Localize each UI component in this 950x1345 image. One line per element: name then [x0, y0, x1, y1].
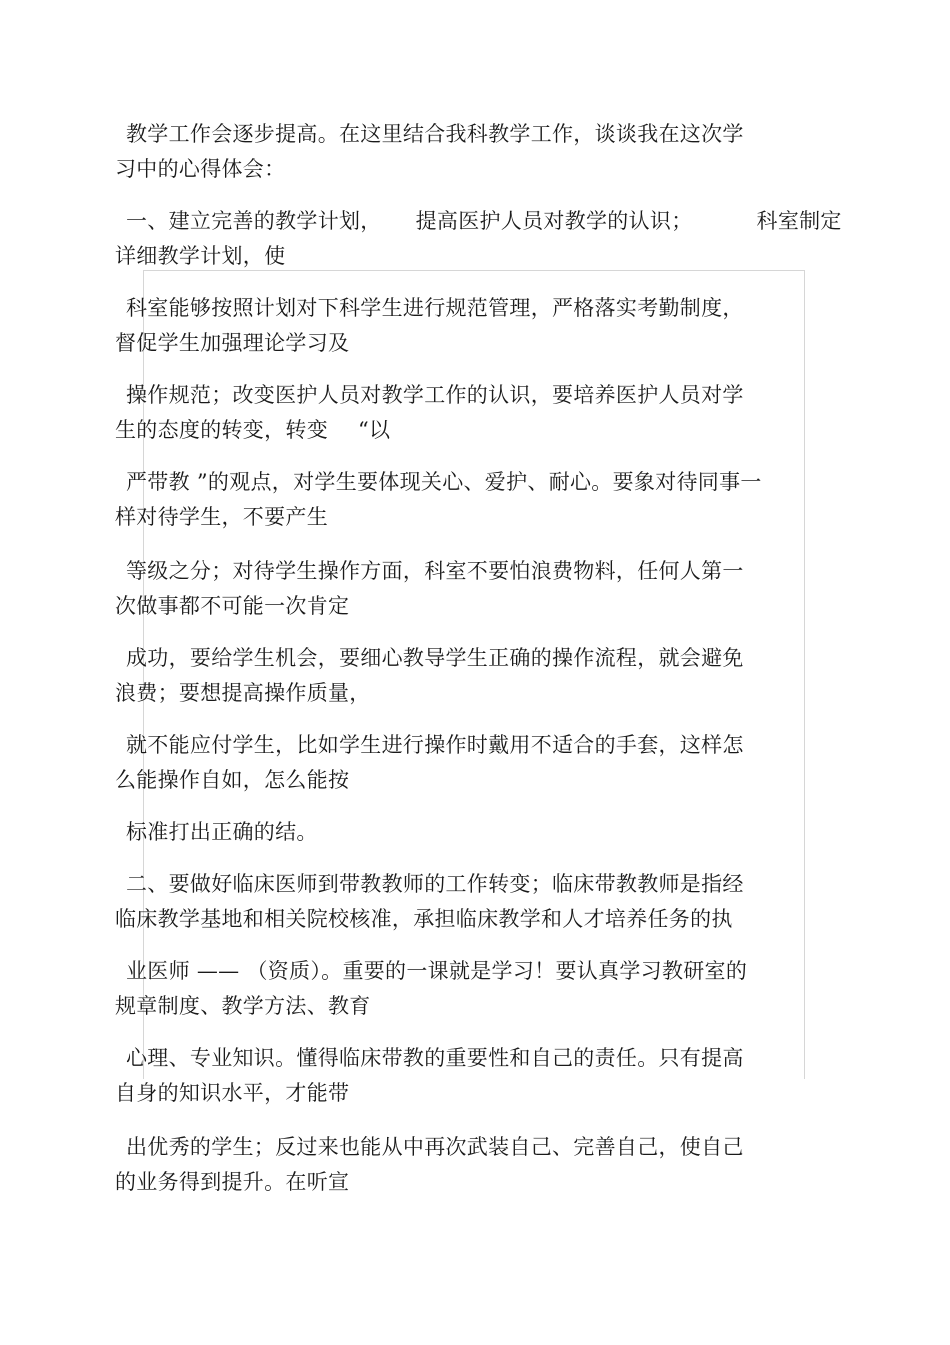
- paragraph-line: 科室能够按照计划对下科学生进行规范管理，严格落实考勤制度，: [126, 296, 744, 320]
- paragraph-line: 的业务得到提升。在听宣: [115, 1170, 350, 1194]
- paragraph-line: 业医师 —— （资质）。重要的一课就是学习！要认真学习教研室的: [126, 959, 748, 983]
- paragraph-line: 出优秀的学生；反过来也能从中再次武装自己、完善自己，使自己: [126, 1135, 744, 1159]
- paragraph-line: 次做事都不可能一次肯定: [115, 594, 350, 618]
- paragraph-line: [126, 208, 842, 234]
- line-part: 生的态度的转变，转变: [115, 418, 328, 442]
- paragraph-line: 详细教学计划，使: [115, 244, 286, 268]
- paragraph-line: 样对待学生，不要产生: [115, 505, 328, 529]
- paragraph-line: 么能操作自如，怎么能按: [115, 768, 350, 792]
- line-part: “以: [358, 418, 391, 442]
- paragraph-line: 临床教学基地和相关院校核准，承担临床教学和人才培养任务的执: [115, 907, 733, 931]
- heading-two: 二、要做好临床医师到带教教师的工作转变；临床带教教师是指经: [126, 872, 744, 896]
- paragraph-line: 自身的知识水平，才能带: [115, 1081, 350, 1105]
- paragraph-line: 成功，要给学生机会，要细心教导学生正确的操作流程，就会避免: [126, 646, 744, 670]
- heading-one: 一、建立完善的教学计划，: [126, 209, 382, 233]
- heading-one-part3: 科室制定: [756, 209, 842, 233]
- paragraph-line: 就不能应付学生，比如学生进行操作时戴用不适合的手套，这样怎: [126, 733, 744, 757]
- paragraph-line: 操作规范；改变医护人员对教学工作的认识，要培养医护人员对学: [126, 383, 744, 407]
- paragraph-line: 心理、专业知识。懂得临床带教的重要性和自己的责任。只有提高: [126, 1046, 744, 1070]
- paragraph-line: 严带教 ”的观点，对学生要体现关心、爱护、耐心。要象对待同事一: [126, 470, 762, 494]
- paragraph-line: 习中的心得体会：: [115, 157, 286, 181]
- paragraph-line: 浪费；要想提高操作质量，: [115, 681, 371, 705]
- paragraph-line: 教学工作会逐步提高。在这里结合我科教学工作，谈谈我在这次学: [126, 122, 744, 146]
- paragraph-line: [115, 417, 390, 443]
- heading-one-part2: 提高医护人员对教学的认识；: [415, 209, 693, 233]
- paragraph-line: 等级之分；对待学生操作方面，科室不要怕浪费物料，任何人第一: [126, 559, 744, 583]
- paragraph-line: 督促学生加强理论学习及: [115, 331, 350, 355]
- paragraph-line: 规章制度、教学方法、教育: [115, 994, 371, 1018]
- paragraph-line: 标准打出正确的结。: [126, 820, 318, 844]
